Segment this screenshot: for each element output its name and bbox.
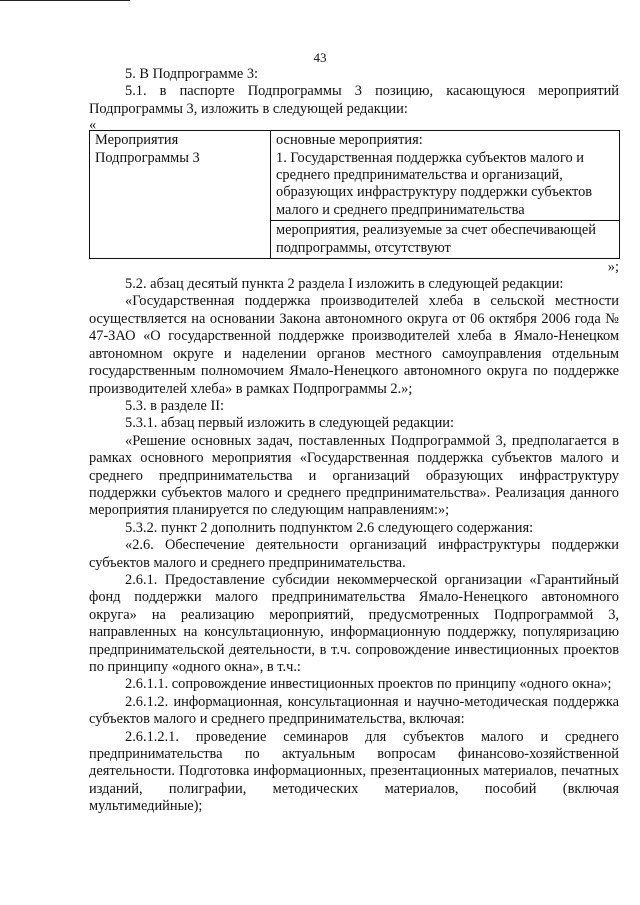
- section-5-3-1-text: «Решение основных задач, поставленных Подпрограммой 3, предполагается в рамках основного мероприятия «Государственная поддержка субъектов малого и среднего предпринимательства и организаций образующих инфраструктуру поддержки субъектов малого и среднего предпринимательства». Реализация данного мероприятия планируется по следующим направлениям:»;: [89, 432, 619, 519]
- table-label-cell: Мероприятия Подпрограммы 3: [90, 131, 271, 259]
- item-2-6: «2.6. Обеспечение деятельности организаций инфраструктуры поддержки субъектов малого и среднего предпринимательства.: [89, 537, 619, 571]
- table-row: [90, 131, 620, 221]
- section-5-heading: 5. В Подпрограмме 3:: [125, 66, 259, 82]
- top-rule: [0, 0, 130, 1]
- table-main-cell: [271, 131, 620, 221]
- item-2-6-1: 2.6.1. Предоставление субсидии некоммерческой организации «Гарантийный фонд поддержки малого предпринимательства Ямало-Ненецкого автономного округа» на реализацию мероприятий, предусмотренных Подпрограммой 3, направленных на консультационную, информационную поддержку, популяризацию предпринимательской деятельности, в т.ч. сопровождение инвестиционных проектов по принципу «одного окна», в т.ч.:: [89, 571, 619, 675]
- section-5-3-2: 5.3.2. пункт 2 дополнить подпунктом 2.6 следующего содержания:: [125, 519, 534, 536]
- section-5-2: 5.2. абзац десятый пункта 2 раздела I изложить в следующей редакции:: [125, 276, 564, 293]
- item-2-6-1-1: 2.6.1.1. сопровождение инвестиционных проектов по принципу «одного окна»;: [125, 676, 612, 693]
- quote-close: »;: [607, 259, 619, 276]
- page-number: 43: [313, 50, 327, 65]
- table-secondary-cell: мероприятия, реализуемые за счет обеспечивающей подпрограммы, отсутствуют: [271, 221, 620, 259]
- section-5-3-1: 5.3.1. абзац первый изложить в следующей редакции:: [125, 415, 454, 432]
- section-5-2-text: «Государственная поддержка производителей хлеба в сельской местности осуществляется на основании Закона автономного округа от 06 октября 2006 года № 47-ЗАО «О государственной поддержке производителей хлеба в Ямало-Ненецком автономном округе и наделении органов местного самоуправления отдельным государственным полномочием Ямало-Ненецкого автономного округа по поддержке производителей хлеба» в рамках Подпрограммы 2.»;: [89, 293, 619, 397]
- measures-table: [89, 130, 620, 259]
- main-measures-title: основные мероприятия:: [276, 132, 423, 149]
- section-5-1: 5.1. в паспорте Подпрограммы 3 позицию, касающуюся мероприятий Подпрограммы 3, изложить в следующей редакции:: [89, 83, 619, 117]
- document-body: [89, 66, 619, 816]
- quote-open: «: [89, 117, 97, 134]
- section-5-3: 5.3. в разделе II:: [125, 397, 225, 414]
- main-measure-item: 1. Государственная поддержка субъектов малого и среднего предпринимательства и организаций, образующих инфраструктуру поддержки субъектов малого и среднего предпринимательства: [276, 149, 593, 218]
- item-2-6-1-2-1: 2.6.1.2.1. проведение семинаров для субъектов малого и среднего предпринимательства по актуальным вопросам финансово-хозяйственной деятельности. Подготовка информационных, презентационных материалов, печатных изданий, полиграфии, методических материалов, пособий (включая мультимедийные);: [89, 728, 619, 815]
- item-2-6-1-2: 2.6.1.2. информационная, консультационная и научно-методическая поддержка субъектов малого и среднего предпринимательства, включая:: [89, 693, 619, 728]
